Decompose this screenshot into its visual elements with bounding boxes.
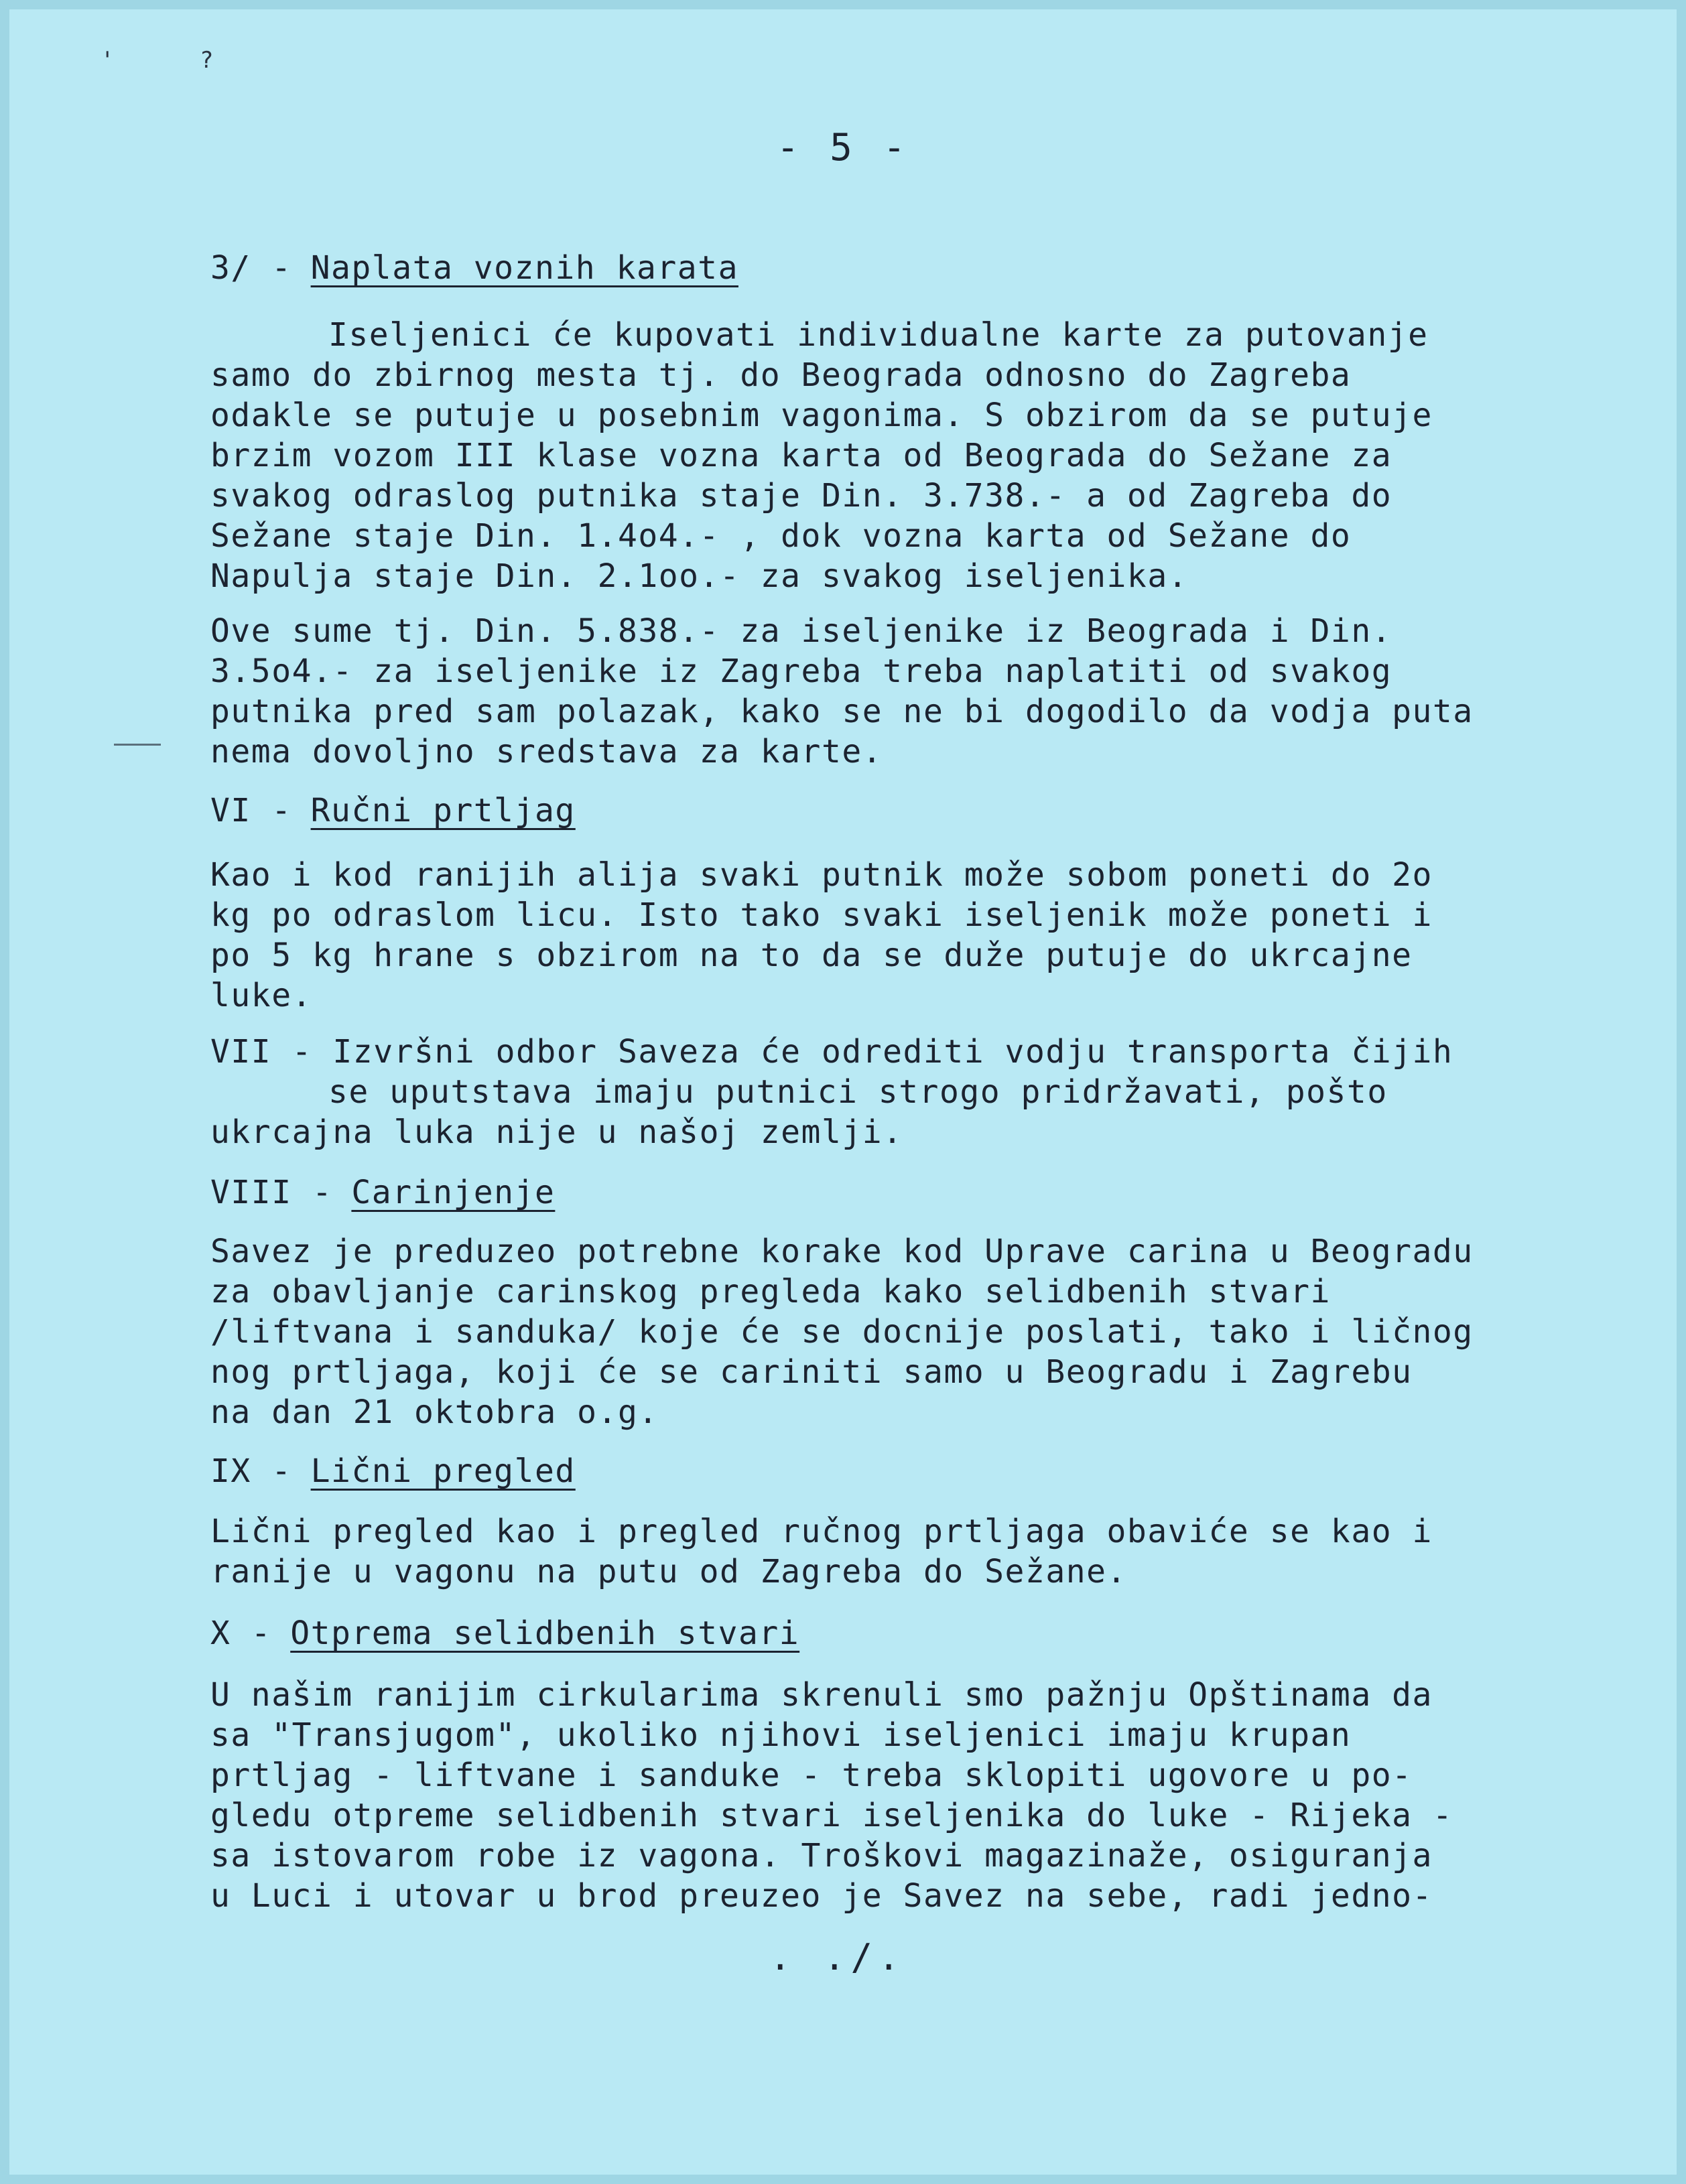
text-line: 3.5o4.- za iseljenike iz Zagreba treba naplatiti od svakog [210, 653, 1392, 690]
section-3 [210, 248, 1524, 288]
text-line: na dan 21 oktobra o.g. [210, 1393, 659, 1431]
section-3-paragraph-2 [210, 611, 1524, 772]
edge-mark-left: ' [101, 47, 115, 74]
text-line: u Luci i utovar u brod preuzeo je Savez na sebe, radi jedno- [210, 1877, 1433, 1915]
page-number: - 5 - [776, 126, 910, 169]
section-title: Lični pregled [310, 1452, 576, 1490]
section-title: Carinjenje [351, 1174, 556, 1211]
section-title: Otprema selidbenih stvari [290, 1615, 800, 1652]
section-number: IX - [210, 1452, 292, 1490]
section-6 [210, 791, 1524, 831]
text-line: svakog odraslog putnika staje Din. 3.738.- a od Zagreba do [210, 477, 1392, 515]
text-line: prtljag - liftvane i sanduke - treba sklopiti ugovore u po- [210, 1757, 1413, 1794]
section-10-paragraph [210, 1675, 1524, 1916]
text-line: Sežane staje Din. 1.4o4.- , dok vozna karta od Sežane do [210, 517, 1352, 555]
section-10 [210, 1613, 1524, 1653]
text-line: Savez je preduzeo potrebne korake kod Uprave carina u Beogradu [210, 1233, 1474, 1270]
text-line: sa "Transjugom", ukoliko njihovi iseljenici imaju krupan [210, 1716, 1352, 1754]
text-line: nog prtljaga, koji će se cariniti samo u Beogradu i Zagrebu [210, 1353, 1413, 1391]
text-line: kg po odraslom licu. Isto tako svaki iseljenik može poneti i [210, 896, 1433, 934]
text-line: putnika pred sam polazak, kako se ne bi dogodilo da vodja puta [210, 693, 1474, 730]
text-line: Kao i kod ranijih alija svaki putnik može sobom poneti do 2o [210, 856, 1433, 894]
section-number: VIII - [210, 1174, 333, 1211]
section-6-heading [210, 791, 1524, 831]
text-line: nema dovoljno sredstava za karte. [210, 733, 883, 770]
text-line: Ove sume tj. Din. 5.838.- za iseljenike iz Beograda i Din. [210, 612, 1392, 650]
section-title: Ručni prtljag [310, 792, 576, 829]
section-title: Naplata voznih karata [310, 249, 738, 287]
margin-mark [114, 744, 161, 746]
text-line: ranije u vagonu na putu od Zagreba do Sežane. [210, 1553, 1127, 1590]
section-9-heading [210, 1451, 1524, 1491]
text-line: za obavljanje carinskog pregleda kako selidbenih stvari [210, 1273, 1331, 1310]
section-number: VI - [210, 792, 292, 829]
text-line: gledu otpreme selidbenih stvari iseljenika do luke - Rijeka - [210, 1797, 1453, 1834]
text-line: sa istovarom robe iz vagona. Troškovi magazinaže, osiguranja [210, 1837, 1433, 1874]
section-8-paragraph [210, 1231, 1524, 1432]
text-line: /liftvana i sanduka/ koje će se docnije poslati, tako i ličnog [210, 1313, 1474, 1351]
section-number: 3/ - [210, 249, 292, 287]
section-number: X - [210, 1615, 272, 1652]
section-3-paragraph-1 [210, 315, 1524, 596]
text-line: VII - Izvršni odbor Saveza će odrediti vodju transporta čijih [210, 1033, 1453, 1071]
section-6-paragraph [210, 855, 1524, 1016]
text-line: samo do zbirnog mesta tj. do Beograda odnosno do Zagreba [210, 356, 1352, 394]
section-9 [210, 1451, 1524, 1491]
continuation-mark: . ./. [769, 1936, 905, 1978]
section-9-paragraph [210, 1511, 1524, 1592]
text-line: brzim vozom III klase vozna karta od Beograda do Sežane za [210, 437, 1392, 474]
text-line: po 5 kg hrane s obzirom na to da se duže putuje do ukrcajne [210, 937, 1413, 974]
section-3-heading [210, 248, 1524, 288]
section-8-heading [210, 1172, 1524, 1213]
section-8 [210, 1172, 1524, 1213]
text-line: se uputstava imaju putnici strogo pridržavati, pošto [328, 1073, 1388, 1111]
text-line: luke. [210, 977, 312, 1014]
text-line: ukrcajna luka nije u našoj zemlji. [210, 1113, 903, 1151]
text-line: Lični pregled kao i pregled ručnog prtljaga obaviće se kao i [210, 1513, 1433, 1550]
section-7 [210, 1032, 1524, 1152]
text-line: Napulja staje Din. 2.1oo.- za svakog iseljenika. [210, 557, 1189, 595]
section-10-heading [210, 1613, 1524, 1653]
text-line: U našim ranijim cirkularima skrenuli smo pažnju Opštinama da [210, 1676, 1433, 1714]
text-line: Iseljenici će kupovati individualne karte za putovanje [328, 316, 1429, 354]
edge-mark-right: ? [200, 47, 214, 74]
text-line: odakle se putuje u posebnim vagonima. S obzirom da se putuje [210, 397, 1433, 434]
